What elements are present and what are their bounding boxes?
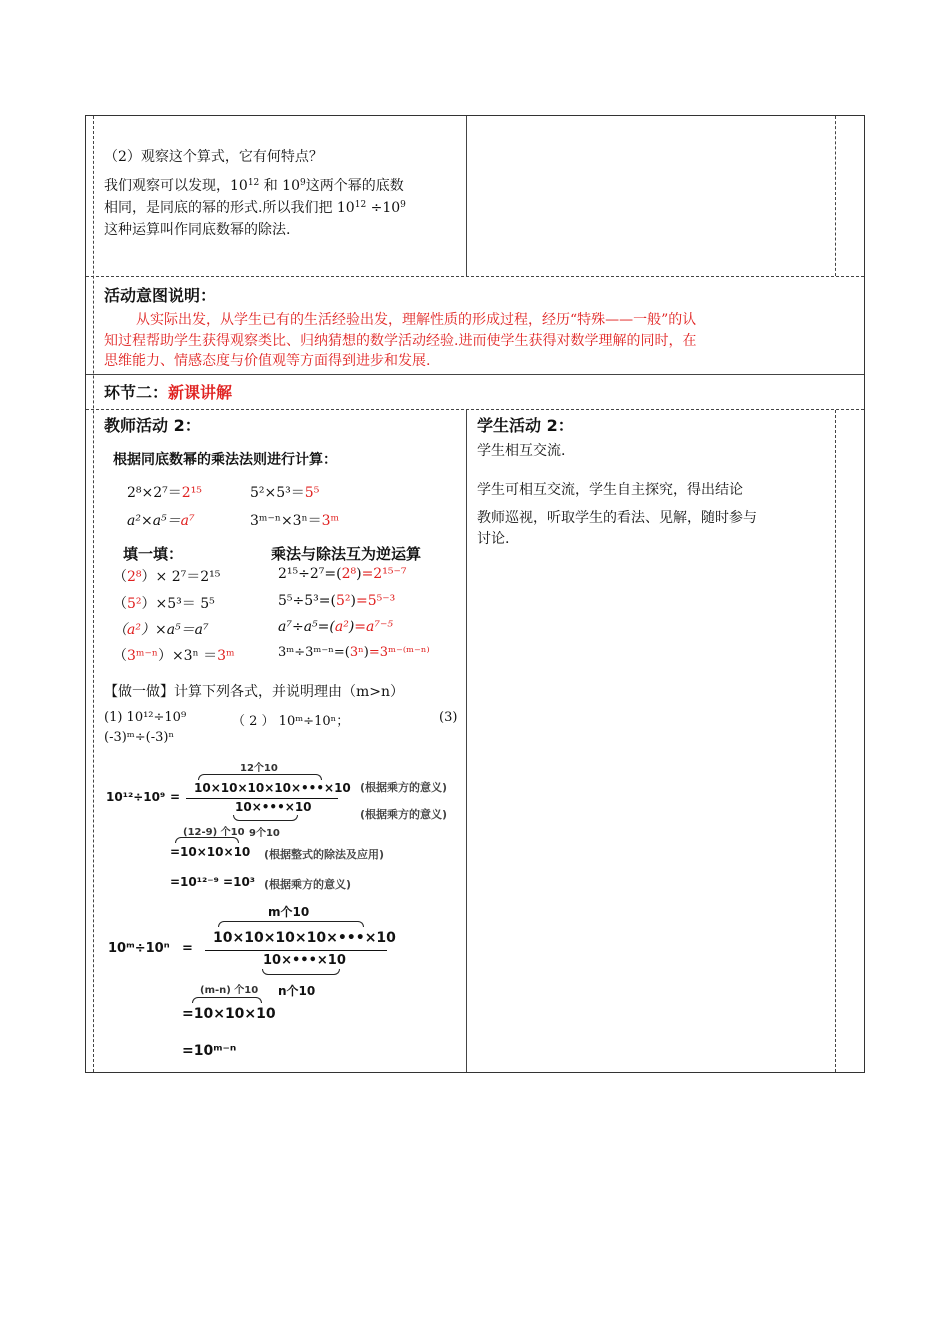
student-note-1: 学生相互交流. (477, 443, 566, 459)
right-dashed-border-top (835, 116, 836, 276)
row-divider-1 (86, 276, 864, 277)
column-divider-top (466, 116, 467, 276)
try-title: 【做一做】计算下列各式，并说明理由（m>n） (104, 684, 405, 700)
mul-item-4: 3ᵐ⁻ⁿ×3ⁿ＝3ᵐ (250, 513, 340, 529)
d1-top-count: 12个10 (240, 763, 278, 774)
d2-diff-brace (192, 997, 262, 1003)
observe-question: （2）观察这个算式，它有何特点？ (104, 149, 323, 165)
d2-denominator: 10×•••×10 (263, 953, 346, 968)
try-item-1: (1) 10¹²÷10⁹ (104, 710, 187, 725)
d1-reason-1: (根据乘方的意义) (360, 781, 448, 794)
d1-step-3: =10¹²⁻⁹ =10³ (170, 875, 256, 889)
div-row-3: a⁷÷a⁵=(a²)=a⁷⁻⁵ (278, 619, 393, 635)
div-row-1: 2¹⁵÷2⁷=(2⁸)=2¹⁵⁻⁷ (278, 566, 407, 582)
d1-bottom-brace (233, 815, 298, 821)
d1-reason-3: (根据整式的除法及应用) (264, 848, 385, 861)
d2-lhs: 10ᵐ÷10ⁿ (108, 941, 170, 956)
student-activity-title: 学生活动 2： (477, 416, 574, 435)
d1-bottom-count: 9个10 (249, 828, 280, 839)
column-divider-bottom (466, 410, 467, 1072)
mul-item-1: 2⁸×2⁷＝2¹⁵ (127, 485, 202, 501)
d1-reason-4: (根据乘方的意义) (264, 878, 352, 891)
d1-step-2: =10×10×10 (170, 845, 251, 859)
student-note-2: 学生可相互交流，学生自主探究，得出结论 (477, 482, 743, 498)
observe-line-3: 这种运算叫作同底数幂的除法. (104, 222, 291, 238)
d1-denominator: 10×•••×10 (235, 800, 312, 814)
d1-lhs: 10¹²÷10⁹ (106, 790, 166, 804)
section-heading: 环节二：新课讲解 (104, 383, 233, 402)
observe-line-2: 相同，是同底的幂的形式.所以我们把 $10^{12} \div 10^9$ (104, 200, 406, 216)
intent-line-3: 思维能力、情感态度与价值观等方面得到进步和发展. (104, 353, 431, 369)
teacher-activity-title: 教师活动 2： (104, 416, 201, 435)
student-note-3a: 教师巡视，听取学生的看法、见解，随时参与 (477, 510, 757, 526)
left-dashed-border (93, 116, 94, 1072)
d2-bottom-brace (262, 969, 340, 975)
d1-diff-count: (12-9) 个10 (183, 827, 245, 838)
mul-item-3: a²×a⁵＝a⁷ (127, 513, 195, 529)
intent-line-1: 从实际出发，从学生已有的生活经验出发，理解性质的形成过程，经历“特殊——一般”的认 (136, 312, 697, 328)
d1-fraction-bar (186, 798, 338, 799)
d2-equals: = (182, 941, 193, 956)
observe-line-1: 我们观察可以发现，$10^{12}$ 和 $10^9$这两个幂的底数 (104, 178, 404, 194)
d2-numerator: 10×10×10×10×•••×10 (213, 930, 396, 946)
intent-line-2: 知过程帮助学生获得观察类比、归纳猜想的数学活动经验.进而使学生获得对数学理解的同时，在 (104, 333, 697, 349)
d2-fraction-bar (205, 950, 387, 951)
d2-step-3: =10ᵐ⁻ⁿ (182, 1043, 237, 1059)
div-row-4: 3ᵐ÷3ᵐ⁻ⁿ=(3ⁿ)=3ᵐ⁻⁽ᵐ⁻ⁿ⁾ (278, 645, 430, 660)
d1-equals: = (170, 790, 181, 804)
student-note-3b: 讨论. (477, 531, 510, 547)
try-item-3: (-3)ᵐ÷(-3)ⁿ (104, 730, 175, 745)
d2-step-2: =10×10×10 (182, 1006, 276, 1022)
try-item-2: （ 2 ） 10ᵐ÷10ⁿ； (232, 714, 350, 729)
d2-top-brace (218, 921, 364, 927)
mul-item-2: 5²×5³＝5⁵ (250, 485, 320, 501)
fill-row-3: （a²）×a⁵＝a⁷ (113, 622, 209, 638)
inverse-title: 乘法与除法互为逆运算 (271, 545, 422, 563)
fill-row-2: （5²）×5³＝ 5⁵ (113, 596, 215, 612)
d1-numerator: 10×10×10×10×•••×10 (194, 781, 351, 795)
fill-row-4: （3ᵐ⁻ⁿ）×3ⁿ ＝3ᵐ (113, 648, 235, 664)
d1-diff-brace (175, 837, 239, 843)
row-divider-2 (86, 374, 864, 375)
d2-diff-count: (m-n) 个10 (200, 985, 259, 996)
rule-heading: 根据同底数幂的乘法法则进行计算： (113, 452, 337, 468)
right-dashed-border-bottom (835, 410, 836, 1072)
d1-reason-2: (根据乘方的意义) (360, 808, 448, 821)
intent-title: 活动意图说明： (104, 286, 217, 305)
div-row-2: 5⁵÷5³=(5²)=5⁵⁻³ (278, 593, 396, 609)
d2-top-count: m个10 (268, 905, 310, 919)
fill-row-1: （2⁸）× 2⁷＝2¹⁵ (113, 569, 221, 585)
row-divider-3 (86, 409, 864, 410)
d2-bottom-count: n个10 (278, 984, 316, 998)
try-item-3-number: (3) (439, 710, 458, 725)
d1-top-brace (198, 774, 322, 780)
fill-title: 填一填： (123, 545, 184, 563)
